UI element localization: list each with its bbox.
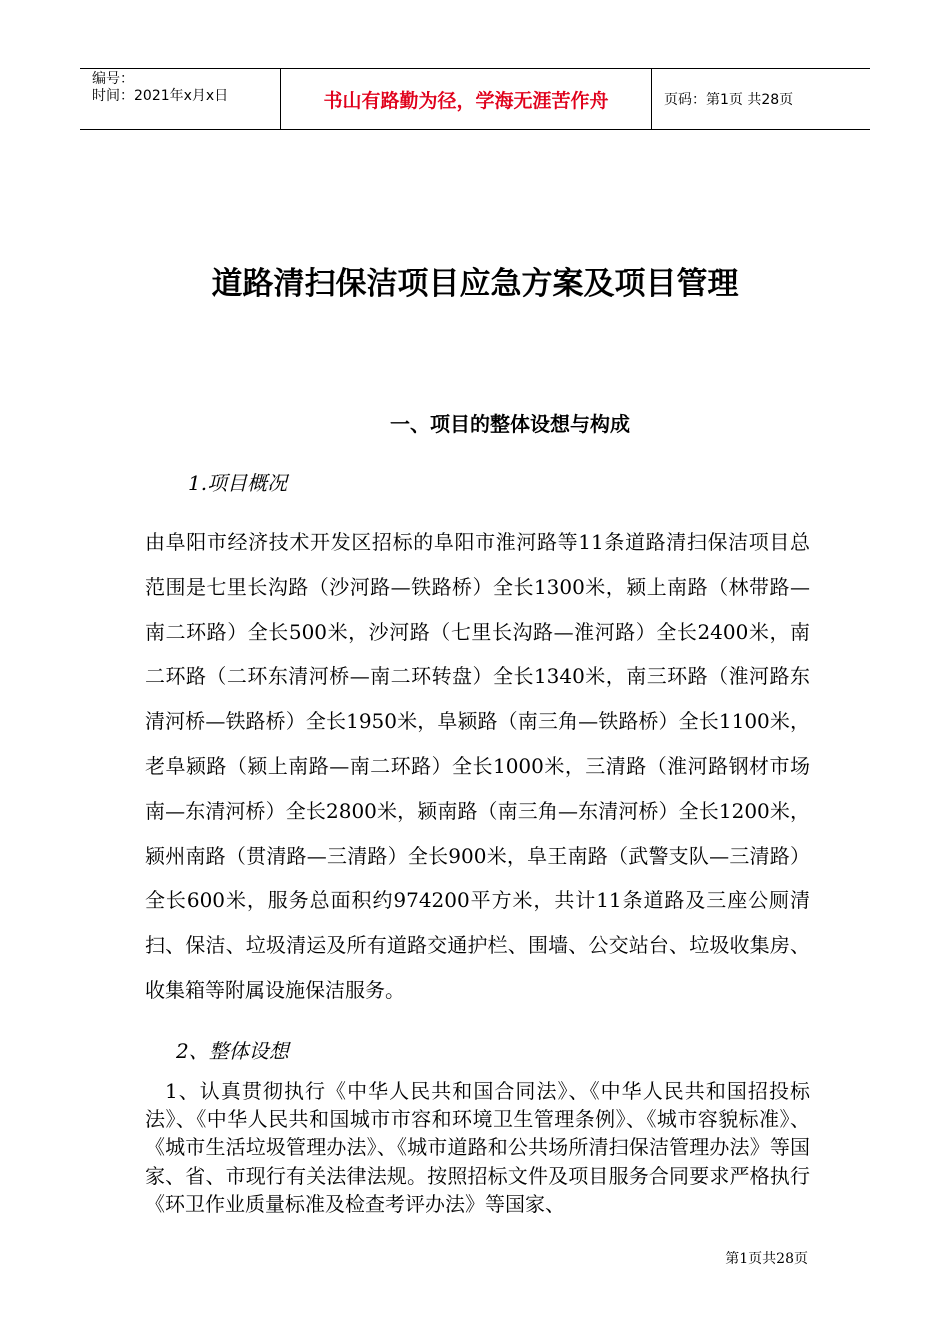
overview-paragraph: 由阜阳市经济技术开发区招标的阜阳市淮河路等11条道路清扫保洁项目总范围是七里长沟路（沙河路—铁路桥）全长1300米，颍上南路（林带路—南二环路）全长500米，沙河路（七里长沟路—淮河路）全长2400米，南二环路（二环东清河桥—南二环转盘）全长1340米，南三环路（淮河路东清河桥—铁路桥）全长1950米，阜颍路（南三角—铁路桥）全长1100米，老阜颍路（颍上南路—南二环路）全长1000米，三清路（淮河路钢材市场南—东清河桥）全长2800米，颍南路（南三角—东清河桥）全长1200米，颍州南路（贯清路—三清路）全长900米，阜王南路（武警支队—三清路）全长600米，服务总面积约974200平方米，共计11条道路及三座公厕清扫、保洁、垃圾清运及所有道路交通护栏、围墙、公交站台、垃圾收集房、收集箱等附属设施保洁服务。 — [145, 530, 810, 1002]
document-title: 道路清扫保洁项目应急方案及项目管理 — [211, 266, 739, 302]
header-meta — [80, 69, 280, 129]
document-date-label: 时间：2021年x月x日 — [92, 88, 229, 104]
header-motto: 书山有路勤为径，学海无涯苦作舟 — [280, 69, 652, 129]
header-page-info: 页码：第1页 共28页 — [664, 92, 794, 108]
page-header — [80, 68, 870, 130]
subsection-heading-overview: 1.项目概况 — [188, 471, 288, 495]
subsection-heading-plan: 2、整体设想 — [176, 1039, 289, 1063]
plan-paragraph: 1、认真贯彻执行《中华人民共和国合同法》、《中华人民共和国招投标法》、《中华人民共和国城市市容和环境卫生管理条例》、《城市容貌标准》、《城市生活垃圾管理办法》、《城市道路和公共场所清扫保洁管理办法》等国家、省、市现行有关法律法规。按照招标文件及项目服务合同要求严格执行《环卫作业质量标准及检查考评办法》等国家、 — [145, 1079, 810, 1216]
document-number-label: 编号： — [92, 71, 134, 87]
page-footer: 第1页共28页 — [725, 1251, 808, 1267]
section-heading: 一、项目的整体设想与构成 — [390, 412, 630, 436]
